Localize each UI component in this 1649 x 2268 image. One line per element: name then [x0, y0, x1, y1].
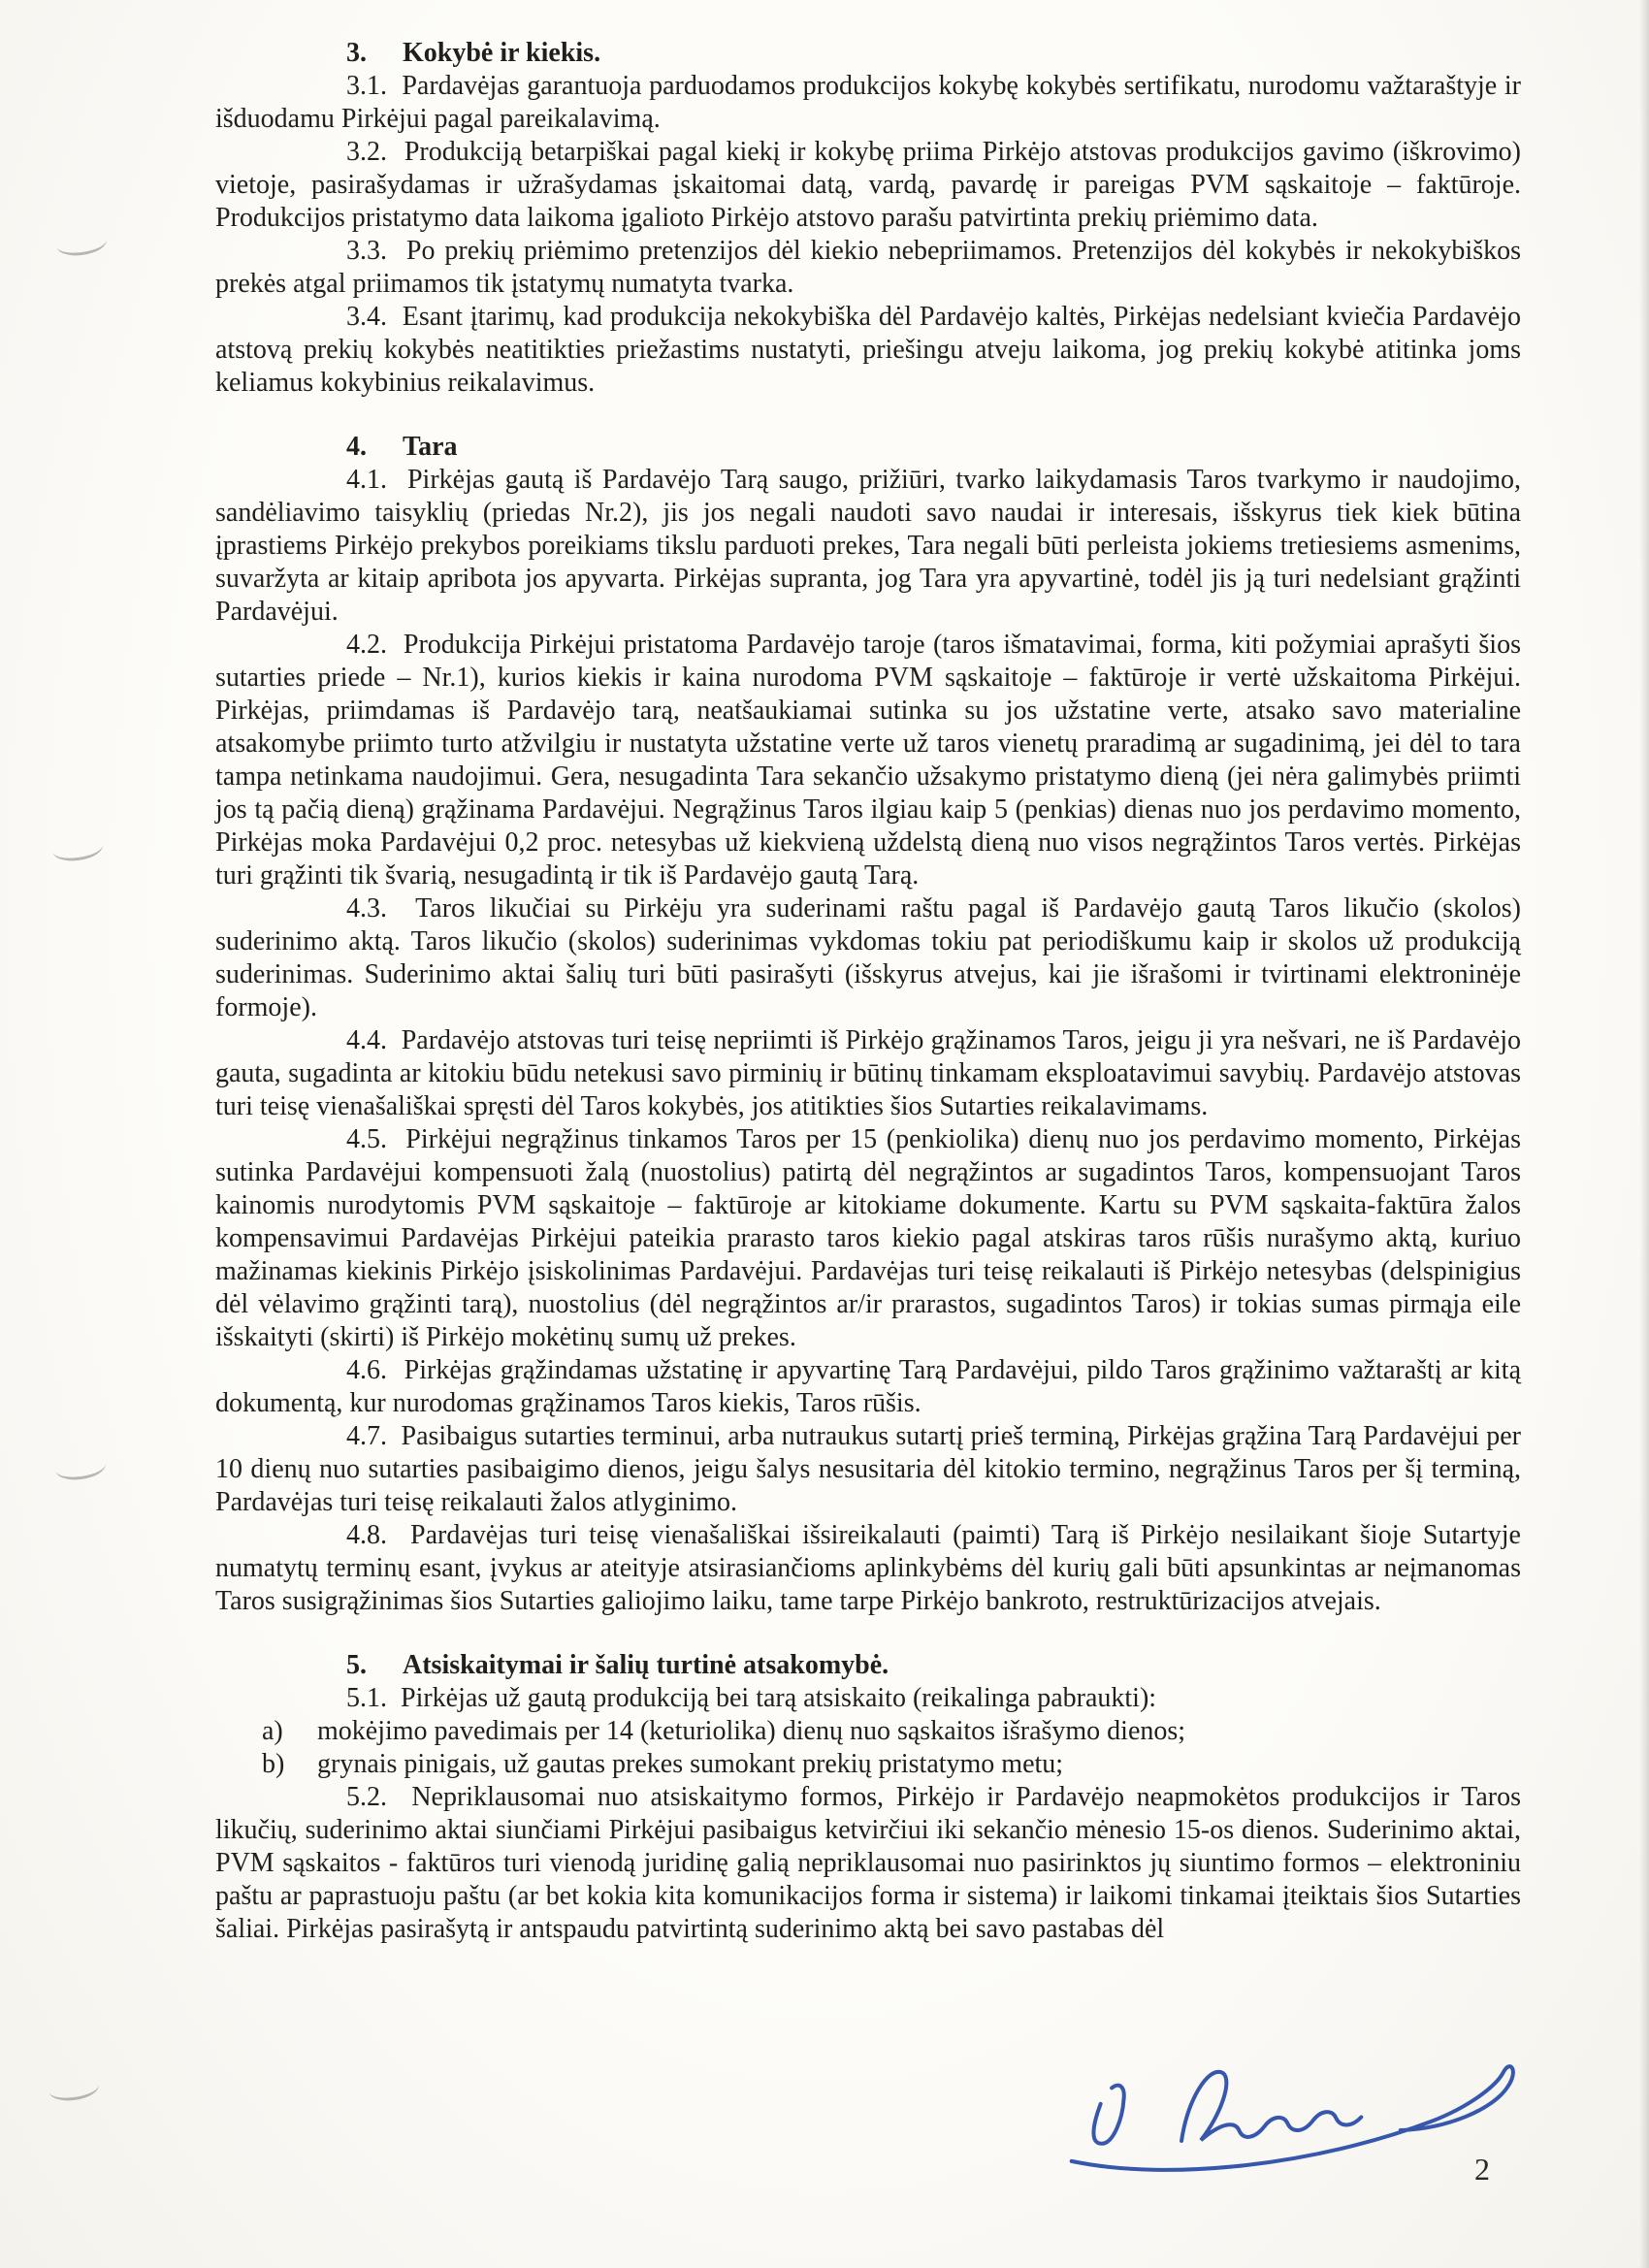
section-number: 4.: [346, 432, 367, 462]
section-heading: [215, 37, 1521, 70]
scan-artifact: [48, 2073, 101, 2104]
section-title: Tara: [403, 432, 458, 462]
paragraph: 3.3. Po prekių priėmimo pretenzijos dėl kiekio nebepriimamos. Pretenzijos dėl kokybės ir nekokybiškos prekės atgal priimamos tik įstatymų numatyta tvarka.: [215, 236, 1521, 299]
page-number: 2: [1474, 2152, 1490, 2187]
signature-stroke: [1092, 2085, 1126, 2144]
paragraph: 5.2. Nepriklausomai nuo atsiskaitymo formos, Pirkėjo ir Pardavėjo neapmokėtos produkcijos ir Taros likučių, suderinimo aktai siunčiami Pirkėjui pasibaigus ketvirčiui iki sekančio mėnesio 15-os dienos. Suderinimo aktai, PVM sąskaitos - faktūros turi vienodą juridinę galią nepriklausomai nuo pasirinktos jų siuntimo formos – elektroniniu paštu ar paprastuoju paštu (ar bet kokia kita komunikacijos forma ir sistema) ir laikomi tinkamai įteiktais šios Sutarties šaliai. Pirkėjas pasirašytą ir antspaudu patvirtintą suderinimo aktą bei savo pastabas dėl: [215, 1782, 1521, 1944]
list-marker: a): [262, 1716, 283, 1746]
section-number: 5.: [346, 1650, 367, 1680]
paragraph: 3.2. Produkciją betarpiškai pagal kiekį ir kokybę priima Pirkėjo atstovas produkcijos gavimo (iškrovimo) vietoje, pasirašydamas ir užrašydamas įskaitomai datą, vardą, pavardę ir pareigas PVM sąskaitoje – faktūroje. Produkcijos pristatymo data laikoma įgalioto Pirkėjo atstovo parašu patvirtinta prekių priėmimo data.: [215, 137, 1521, 233]
section-title: Atsiskaitymai ir šalių turtinė atsakomybė.: [403, 1650, 889, 1680]
paragraph: 4.1. Pirkėjas gautą iš Pardavėjo Tarą saugo, prižiūri, tvarko laikydamasis Taros tvarkymo ir naudojimo, sandėliavimo taisyklių (priedas Nr.2), jis jos negali naudoti savo naudai ir interesais, išskyrus tiek kiek būtina įprastiems Pirkėjo prekybos poreikiams tikslu parduoti prekes, Tara negali būti perleista jokiems tretiesiems asmenims, suvaržyta ar kitaip apribota jos apyvarta. Pirkėjas supranta, jog Tara yra apyvartinė, todėl jis ją turi nedelsiant grąžinti Pardavėjui.: [215, 465, 1521, 627]
paragraph: 4.8. Pardavėjas turi teisę vienašališkai išsireikalauti (paimti) Tarą iš Pirkėjo nesilaikant šioje Sutartyje numatytų terminų esant, įvykus ar ateityje atsirasiančioms aplinkybėms dėl kurių gali būti apsunkintas ar neįmanomas Taros susigrąžinimas šios Sutarties galiojimo laiku, tame tarpe Pirkėjo bankroto, restruktūrizacijos atvejais.: [215, 1520, 1521, 1616]
section-number: 3.: [346, 38, 367, 68]
paragraph: 4.6. Pirkėjas grąžindamas užstatinę ir apyvartinę Tarą Pardavėjui, pildo Taros grąžinimo važtaraštį ar kitą dokumentą, kur nurodomas grąžinamos Taros kiekis, Taros rūšis.: [215, 1355, 1521, 1418]
paragraph: 4.4. Pardavėjo atstovas turi teisę nepriimti iš Pirkėjo grąžinamos Taros, jeigu ji yra nešvari, ne iš Pardavėjo gauta, sugadinta ar kitokiu būdu netekusi savo pirminių ir būtinų tinkamam eksploatavimui savybių. Pardavėjo atstovas turi teisę vienašališkai spręsti dėl Taros kokybės, jos atitikties šios Sutarties reikalavimams.: [215, 1025, 1521, 1121]
list-item-text: mokėjimo pavedimais per 14 (keturiolika) dienų nuo sąskaitos išrašymo dienos;: [317, 1716, 1186, 1746]
paragraph: 4.5. Pirkėjui negrąžinus tinkamos Taros per 15 (penkiolika) dienų nuo jos perdavimo momento, Pirkėjas sutinka Pardavėjui kompensuoti žalą (nuostolius) patirtą dėl negrąžintos ar sugadintos Taros, kompensuojant Taros kainomis nurodytomis PVM sąskaitoje – faktūroje ar kitokiame dokumente. Kartu su PVM sąskaita-faktūra žalos kompensavimui Pardavėjas Pirkėjui pateikia prarasto taros kiekio pagal atskiras taros rūšis nurašymo aktą, kuriuo mažinamas kiekinis Pirkėjo įsiskolinimas Pardavėjui. Pardavėjas turi teisę reikalauti iš Pirkėjo netesybas (delspinigius dėl vėlavimo grąžinti tarą), nuostolius (dėl negrąžintos ar/ir prarastos, sugadintos Taros) ir tokias sumas pirmąja eile išskaityti (skirti) iš Pirkėjo mokėtinų sumų už prekes.: [215, 1124, 1521, 1352]
handwritten-signature: [1059, 2020, 1521, 2200]
paragraph: 3.4. Esant įtarimų, kad produkcija nekokybiška dėl Pardavėjo kaltės, Pirkėjas nedelsiant kviečia Pardavėjo atstovą prekių kokybės neatitikties priežastims nustatyti, priešingu atveju laikoma, jog prekių kokybė atitinka joms keliamus kokybinius reikalavimus.: [215, 302, 1521, 398]
section-heading: [215, 1649, 1521, 1682]
list-marker: b): [262, 1749, 285, 1779]
paragraph: 3.1. Pardavėjas garantuoja parduodamos produkcijos kokybę kokybės sertifikatu, nurodomu važtaraštyje ir išduodamu Pirkėjui pagal pareikalavimą.: [215, 71, 1521, 134]
paragraph: 5.1. Pirkėjas už gautą produkciją bei tarą atsiskaito (reikalinga pabraukti):: [346, 1683, 1157, 1713]
payment-option-a: [215, 1715, 1521, 1748]
document-content: [215, 37, 1521, 1946]
payment-option-b: [215, 1748, 1521, 1781]
paragraph: 4.3. Taros likučiai su Pirkėju yra suderinami raštu pagal iš Pardavėjo gautą Taros likučio (skolos) suderinimo aktą. Taros likučio (skolos) suderinimas vykdomas tokiu pat periodiškumu kaip ir skolos už produkciją suderinimas. Suderinimo aktai šalių turi būti pasirašyti (išskyrus atvejus, kai jie išrašomi ir tvirtinami elektroninėje formoje).: [215, 893, 1521, 1022]
section-quality-and-quantity: [215, 37, 1521, 400]
list-item-text: grynais pinigais, už gautas prekes sumokant prekių pristatymo metu;: [317, 1749, 1064, 1779]
section-tara: [215, 431, 1521, 1618]
scan-artifact: [51, 833, 105, 864]
scan-edge-shadow: [1639, 0, 1649, 2268]
signature-stroke: [1180, 2067, 1362, 2141]
signature-stroke: [1069, 2066, 1516, 2174]
section-heading: [215, 431, 1521, 464]
section-title: Kokybė ir kiekis.: [403, 38, 601, 68]
scan-artifact: [55, 228, 109, 259]
section-settlements: [215, 1649, 1521, 1946]
paragraph: 4.7. Pasibaigus sutarties terminui, arba nutraukus sutartį prieš terminą, Pirkėjas grąžina Tarą Pardavėjui per 10 dienų nuo sutarties pasibaigimo dienos, jeigu šalys nesusitaria dėl kitokio termino, negrąžinus Taros per šį terminą, Pardavėjas turi teisę reikalauti žalos atlyginimo.: [215, 1421, 1521, 1517]
scan-artifact: [54, 1452, 108, 1483]
paragraph: 4.2. Produkcija Pirkėjui pristatoma Pardavėjo taroje (taros išmatavimai, forma, kiti požymiai aprašyti šios sutarties priede – Nr.1), kurios kiekis ir kaina nurodoma PVM sąskaitoje – faktūroje ir vertė užskaitoma Pirkėjui. Pirkėjas, priimdamas iš Pardavėjo tarą, neatšaukiamai sutinka su jos užstatine verte, atsako savo materialine atsakomybe priimto turto atžvilgiu ir nustatyta užstatine verte už taros vienetų praradimą ar sugadinimą, jei dėl to tara tampa netinkama naudojimui. Gera, nesugadinta Tara sekančio užsakymo pristatymo dieną (jei nėra galimybės priimti jos tą pačią dieną) grąžinama Pardavėjui. Negrąžinus Taros ilgiau kaip 5 (penkias) dienas nuo jos perdavimo momento, Pirkėjas moka Pardavėjui 0,2 proc. netesybas už kiekvieną uždelstą dieną nuo visos negrąžintos Taros vertės. Pirkėjas turi grąžinti tik švarią, nesugadintą ir tik iš Pardavėjo gautą Tarą.: [215, 630, 1521, 891]
